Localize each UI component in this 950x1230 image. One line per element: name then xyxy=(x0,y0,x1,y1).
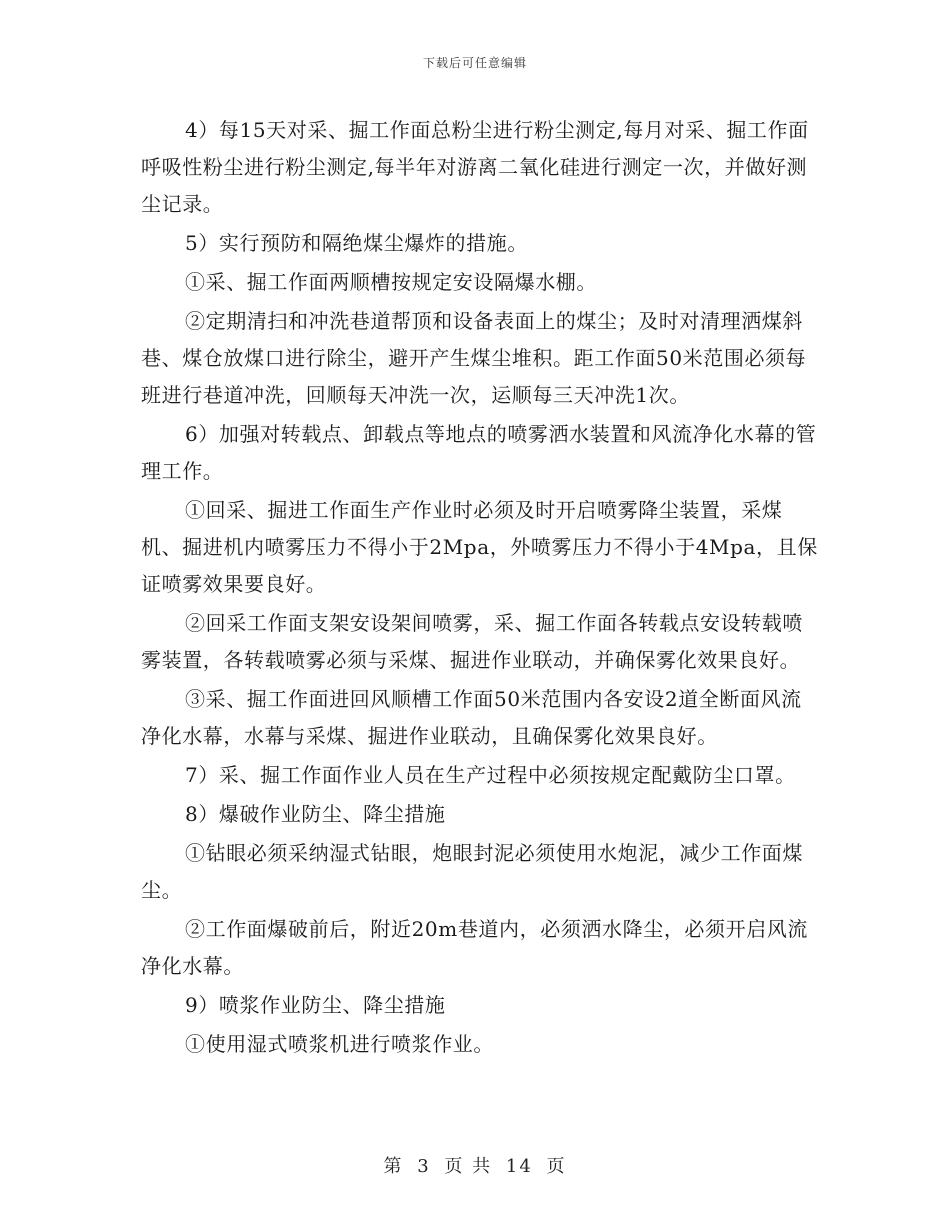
page-footer xyxy=(0,1152,950,1178)
paragraph: ②回采工作面支架安设架间喷雾，采、掘工作面各转载点安设转载喷雾装置，各转载喷雾必须与采煤、掘进作业联动，并确保雾化效果良好。 xyxy=(141,611,803,672)
page-suffix: 页 xyxy=(546,1156,567,1177)
document-body xyxy=(141,112,821,1065)
paragraph: 6）加强对转载点、卸载点等地点的喷雾洒水装置和风流净化水幕的管理工作。 xyxy=(141,422,817,483)
paragraph: ②定期清扫和冲洗巷道帮顶和设备表面上的煤尘；及时对清理洒煤斜巷、煤仓放煤口进行除尘，避开产生煤尘堆积。距工作面50米范围必须每班进行巷道冲洗，回顺每天冲洗一次，运顺每三天冲洗1次。 xyxy=(141,309,807,407)
paragraph: ①钻眼必须采纳湿式钻眼，炮眼封泥必须使用水炮泥，减少工作面煤尘。 xyxy=(141,841,803,902)
header-note: 下载后可任意编辑 xyxy=(422,56,527,70)
paragraph: 9）喷浆作业防尘、降尘措施 xyxy=(185,993,446,1017)
paragraph: 8）爆破作业防尘、降尘措施 xyxy=(185,802,446,826)
page-middle: 页 共 xyxy=(444,1156,493,1177)
paragraph: ①采、掘工作面两顺槽按规定安设隔爆水棚。 xyxy=(185,270,597,294)
paragraph: 7）采、掘工作面作业人员在生产过程中必须按规定配戴防尘口罩。 xyxy=(185,763,796,787)
paragraph: ①使用湿式喷浆机进行喷浆作业。 xyxy=(185,1032,494,1056)
paragraph: 4）每15天对采、掘工作面总粉尘进行粉尘测定,每月对采、掘工作面呼吸性粉尘进行粉尘测定,每半年对游离二氧化硅进行测定一次，并做好测尘记录。 xyxy=(141,118,809,216)
page-current: 3 xyxy=(417,1156,431,1177)
paragraph: ③采、掘工作面进回风顺槽工作面50米范围内各安设2道全断面风流净化水幕，水幕与采煤、掘进作业联动，且确保雾化效果良好。 xyxy=(141,687,802,748)
page-total: 14 xyxy=(505,1156,533,1177)
page-prefix: 第 xyxy=(383,1156,404,1177)
paragraph: ①回采、掘进工作面生产作业时必须及时开启喷雾降尘装置，采煤机、掘进机内喷雾压力不得小于2Mpa，外喷雾压力不得小于4Mpa，且保证喷雾效果要良好。 xyxy=(141,498,818,596)
paragraph: ②工作面爆破前后，附近20m巷道内，必须洒水降尘，必须开启风流净化水幕。 xyxy=(141,917,809,978)
paragraph: 5）实行预防和隔绝煤尘爆炸的措施。 xyxy=(185,231,528,255)
